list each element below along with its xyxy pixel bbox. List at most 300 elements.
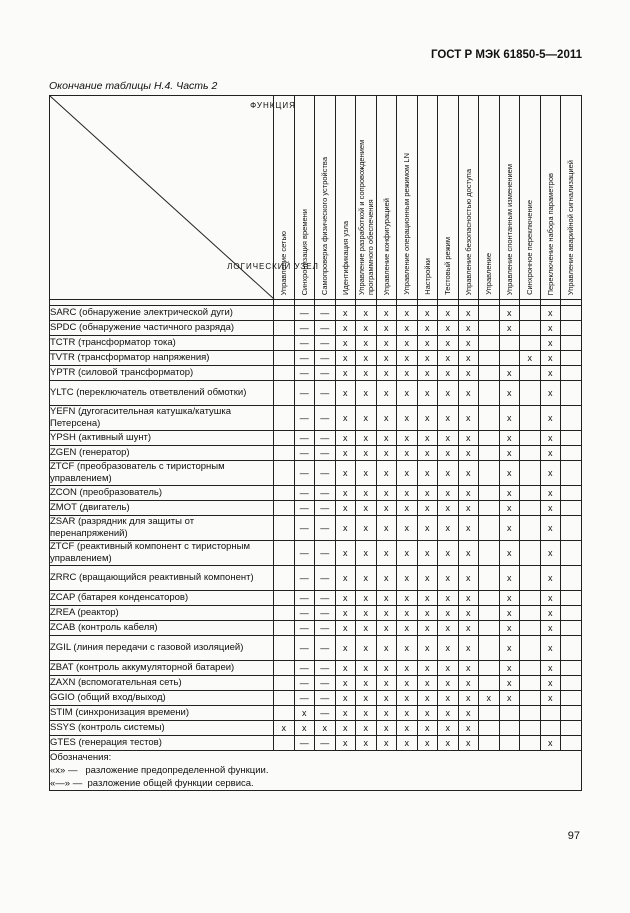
mark-cell xyxy=(520,406,541,431)
mark-cell xyxy=(520,381,541,406)
mark-cell: — xyxy=(315,351,336,366)
mark-cell: x xyxy=(335,431,356,446)
mark-cell: — xyxy=(294,606,315,621)
column-header xyxy=(540,96,561,300)
mark-cell: x xyxy=(356,306,377,321)
mark-cell xyxy=(561,541,582,566)
mark-cell: x xyxy=(417,461,438,486)
mark-cell xyxy=(540,706,561,721)
legend-line: Обозначения: xyxy=(50,752,112,763)
mark-cell xyxy=(274,706,295,721)
legend-line: «х» — разложение предопределенной функции. xyxy=(50,765,269,776)
mark-cell xyxy=(479,706,500,721)
mark-cell: x xyxy=(458,676,479,691)
mark-cell: — xyxy=(315,306,336,321)
mark-cell: — xyxy=(315,691,336,706)
mark-cell xyxy=(274,366,295,381)
mark-cell: — xyxy=(294,446,315,461)
logical-node-name: YPSH (активный шунт) xyxy=(50,431,274,446)
mark-cell: x xyxy=(438,366,459,381)
mark-cell: x xyxy=(356,501,377,516)
mark-cell: — xyxy=(294,541,315,566)
mark-cell: x xyxy=(417,591,438,606)
mark-cell: x xyxy=(335,676,356,691)
mark-cell: x xyxy=(417,501,438,516)
mark-cell: — xyxy=(315,676,336,691)
corner-label-function: ФУНКЦИЯ xyxy=(250,101,296,110)
mark-cell: x xyxy=(335,591,356,606)
mark-cell: x xyxy=(458,721,479,736)
mark-cell xyxy=(274,661,295,676)
mark-cell: — xyxy=(294,406,315,431)
mark-cell: x xyxy=(376,446,397,461)
mark-cell: x xyxy=(397,516,418,541)
mark-cell: x xyxy=(499,446,520,461)
mark-cell: x xyxy=(397,501,418,516)
mark-cell: x xyxy=(356,591,377,606)
logical-node-name: YPTR (силовой трансформатор) xyxy=(50,366,274,381)
table-row xyxy=(50,736,582,751)
mark-cell: x xyxy=(540,406,561,431)
table-row xyxy=(50,566,582,591)
table-row xyxy=(50,676,582,691)
mark-cell: x xyxy=(335,366,356,381)
column-header-label: Синхронное переключение xyxy=(525,200,535,295)
mark-cell xyxy=(520,486,541,501)
mark-cell xyxy=(561,366,582,381)
mark-cell: x xyxy=(458,501,479,516)
mark-cell: x xyxy=(458,606,479,621)
logical-node-name: ZGIL (линия передачи с газовой изоляцией) xyxy=(50,636,274,661)
mark-cell: — xyxy=(294,676,315,691)
mark-cell: x xyxy=(499,621,520,636)
mark-cell: x xyxy=(376,706,397,721)
mark-cell: x xyxy=(376,541,397,566)
logical-node-name: ZAXN (вспомогательная сеть) xyxy=(50,676,274,691)
mark-cell: — xyxy=(315,381,336,406)
mark-cell: x xyxy=(376,306,397,321)
mark-cell: x xyxy=(397,351,418,366)
mark-cell: x xyxy=(438,606,459,621)
mark-cell xyxy=(274,691,295,706)
mark-cell: x xyxy=(376,736,397,751)
mark-cell xyxy=(479,321,500,336)
table-row xyxy=(50,446,582,461)
logical-node-name: ZBAT (контроль аккумуляторной батареи) xyxy=(50,661,274,676)
mark-cell: x xyxy=(540,606,561,621)
mark-cell xyxy=(561,676,582,691)
mark-cell: x xyxy=(417,406,438,431)
mark-cell xyxy=(561,306,582,321)
table-row xyxy=(50,366,582,381)
mark-cell xyxy=(561,461,582,486)
table-row xyxy=(50,691,582,706)
mark-cell: — xyxy=(315,486,336,501)
table-row xyxy=(50,461,582,486)
logical-node-name: ZMOT (двигатель) xyxy=(50,501,274,516)
mark-cell xyxy=(520,721,541,736)
mark-cell: x xyxy=(438,721,459,736)
column-header-label: Управление xyxy=(484,253,494,295)
mark-cell: x xyxy=(397,691,418,706)
mark-cell: x xyxy=(397,706,418,721)
mark-cell: x xyxy=(335,321,356,336)
mark-cell: x xyxy=(335,351,356,366)
mark-cell: — xyxy=(294,736,315,751)
mark-cell xyxy=(520,606,541,621)
logical-node-name: STIM (синхронизация времени) xyxy=(50,706,274,721)
mark-cell: x xyxy=(438,446,459,461)
mark-cell: x xyxy=(458,621,479,636)
mark-cell: x xyxy=(397,676,418,691)
mark-cell: x xyxy=(438,381,459,406)
mark-cell: x xyxy=(376,461,397,486)
mark-cell xyxy=(520,446,541,461)
mark-cell: x xyxy=(540,541,561,566)
mark-cell: x xyxy=(499,431,520,446)
mark-cell: x xyxy=(376,636,397,661)
function-table xyxy=(49,95,582,791)
mark-cell: x xyxy=(499,566,520,591)
mark-cell xyxy=(520,661,541,676)
mark-cell: — xyxy=(315,406,336,431)
column-header-label: Переключение набора параметров xyxy=(545,172,555,295)
logical-node-name: ZREA (реактор) xyxy=(50,606,274,621)
table-row xyxy=(50,501,582,516)
mark-cell: x xyxy=(540,566,561,591)
mark-cell xyxy=(274,636,295,661)
mark-cell: x xyxy=(294,706,315,721)
mark-cell: x xyxy=(397,406,418,431)
mark-cell xyxy=(499,706,520,721)
mark-cell xyxy=(520,621,541,636)
mark-cell xyxy=(561,706,582,721)
mark-cell: x xyxy=(335,306,356,321)
mark-cell: x xyxy=(356,406,377,431)
mark-cell: — xyxy=(294,336,315,351)
mark-cell: x xyxy=(438,406,459,431)
mark-cell: — xyxy=(315,591,336,606)
mark-cell: x xyxy=(540,736,561,751)
column-header-label: Идентификация узла xyxy=(340,221,350,295)
mark-cell: x xyxy=(540,366,561,381)
mark-cell: x xyxy=(376,591,397,606)
mark-cell xyxy=(561,381,582,406)
mark-cell: — xyxy=(294,516,315,541)
mark-cell: x xyxy=(540,351,561,366)
mark-cell: x xyxy=(438,431,459,446)
table-row xyxy=(50,591,582,606)
mark-cell: — xyxy=(315,461,336,486)
mark-cell: — xyxy=(294,366,315,381)
mark-cell: x xyxy=(376,621,397,636)
corner-label-node: ЛОГИЧЕСКИЙ УЗЕЛ xyxy=(227,262,319,271)
mark-cell: x xyxy=(540,461,561,486)
mark-cell: — xyxy=(294,591,315,606)
mark-cell: — xyxy=(315,566,336,591)
mark-cell: — xyxy=(294,431,315,446)
mark-cell: — xyxy=(294,566,315,591)
mark-cell: x xyxy=(376,691,397,706)
mark-cell xyxy=(274,516,295,541)
mark-cell: x xyxy=(417,661,438,676)
mark-cell xyxy=(499,736,520,751)
mark-cell: x xyxy=(458,566,479,591)
mark-cell: x xyxy=(499,636,520,661)
mark-cell: x xyxy=(294,721,315,736)
mark-cell: x xyxy=(458,691,479,706)
mark-cell xyxy=(479,461,500,486)
mark-cell: x xyxy=(540,691,561,706)
table-row xyxy=(50,306,582,321)
mark-cell: — xyxy=(294,321,315,336)
mark-cell: x xyxy=(356,661,377,676)
mark-cell xyxy=(561,336,582,351)
logical-node-name: ZSAR (разрядник для защиты от перенапряжений) xyxy=(50,516,274,541)
mark-cell: x xyxy=(397,606,418,621)
mark-cell xyxy=(479,336,500,351)
mark-cell xyxy=(479,606,500,621)
mark-cell: x xyxy=(335,706,356,721)
mark-cell: x xyxy=(540,636,561,661)
mark-cell xyxy=(479,431,500,446)
mark-cell: x xyxy=(438,621,459,636)
mark-cell: x xyxy=(335,446,356,461)
mark-cell: x xyxy=(458,406,479,431)
mark-cell xyxy=(274,501,295,516)
mark-cell xyxy=(274,676,295,691)
mark-cell xyxy=(520,516,541,541)
mark-cell: x xyxy=(540,516,561,541)
table-row xyxy=(50,381,582,406)
mark-cell: x xyxy=(335,336,356,351)
table-row xyxy=(50,706,582,721)
mark-cell: x xyxy=(335,406,356,431)
mark-cell: — xyxy=(315,661,336,676)
mark-cell xyxy=(520,691,541,706)
mark-cell: x xyxy=(335,736,356,751)
mark-cell xyxy=(479,501,500,516)
mark-cell xyxy=(561,691,582,706)
logical-node-name: ZTCF (преобразователь с тиристорным управлением) xyxy=(50,461,274,486)
mark-cell: x xyxy=(499,381,520,406)
mark-cell xyxy=(479,676,500,691)
mark-cell: x xyxy=(356,321,377,336)
mark-cell: x xyxy=(397,381,418,406)
mark-cell: x xyxy=(520,351,541,366)
mark-cell: x xyxy=(335,661,356,676)
mark-cell: x xyxy=(356,366,377,381)
logical-node-name: GTES (генерация тестов) xyxy=(50,736,274,751)
mark-cell: — xyxy=(294,351,315,366)
mark-cell: — xyxy=(294,501,315,516)
mark-cell: x xyxy=(438,501,459,516)
mark-cell xyxy=(479,381,500,406)
mark-cell: x xyxy=(356,351,377,366)
mark-cell: x xyxy=(438,706,459,721)
mark-cell: x xyxy=(356,446,377,461)
mark-cell: x xyxy=(458,486,479,501)
mark-cell xyxy=(479,306,500,321)
mark-cell xyxy=(274,606,295,621)
mark-cell xyxy=(479,541,500,566)
mark-cell: — xyxy=(315,501,336,516)
table-body xyxy=(50,306,582,751)
mark-cell xyxy=(520,321,541,336)
mark-cell: x xyxy=(417,706,438,721)
mark-cell: x xyxy=(499,486,520,501)
mark-cell: x xyxy=(335,621,356,636)
mark-cell xyxy=(520,431,541,446)
table-row xyxy=(50,661,582,676)
mark-cell: — xyxy=(294,486,315,501)
mark-cell xyxy=(520,461,541,486)
mark-cell: x xyxy=(438,516,459,541)
mark-cell: x xyxy=(376,676,397,691)
logical-node-name: TCTR (трансформатор тока) xyxy=(50,336,274,351)
mark-cell: x xyxy=(335,606,356,621)
mark-cell xyxy=(520,636,541,661)
mark-cell: x xyxy=(397,461,418,486)
mark-cell: x xyxy=(335,691,356,706)
mark-cell: x xyxy=(335,461,356,486)
mark-cell: x xyxy=(438,336,459,351)
table-row xyxy=(50,486,582,501)
mark-cell: x xyxy=(335,486,356,501)
mark-cell: x xyxy=(438,661,459,676)
mark-cell xyxy=(520,676,541,691)
mark-cell: — xyxy=(315,606,336,621)
mark-cell: — xyxy=(315,446,336,461)
mark-cell xyxy=(274,306,295,321)
mark-cell: x xyxy=(540,446,561,461)
mark-cell: x xyxy=(335,636,356,661)
mark-cell: x xyxy=(499,606,520,621)
mark-cell xyxy=(479,721,500,736)
mark-cell: x xyxy=(417,721,438,736)
mark-cell: x xyxy=(458,431,479,446)
mark-cell xyxy=(479,621,500,636)
column-header-label: Синхронизация времени xyxy=(299,208,309,295)
mark-cell: — xyxy=(315,621,336,636)
mark-cell: x xyxy=(356,566,377,591)
mark-cell xyxy=(274,406,295,431)
mark-cell: x xyxy=(356,621,377,636)
mark-cell xyxy=(561,736,582,751)
mark-cell xyxy=(274,431,295,446)
mark-cell xyxy=(561,721,582,736)
mark-cell xyxy=(274,446,295,461)
mark-cell xyxy=(520,706,541,721)
logical-node-name: ZGEN (генератор) xyxy=(50,446,274,461)
mark-cell: x xyxy=(458,706,479,721)
mark-cell: — xyxy=(294,621,315,636)
mark-cell: x xyxy=(458,446,479,461)
mark-cell xyxy=(561,606,582,621)
mark-cell: x xyxy=(356,431,377,446)
mark-cell: x xyxy=(356,606,377,621)
mark-cell: x xyxy=(499,366,520,381)
mark-cell xyxy=(561,431,582,446)
mark-cell: x xyxy=(499,501,520,516)
mark-cell: x xyxy=(458,321,479,336)
mark-cell: x xyxy=(356,336,377,351)
mark-cell: x xyxy=(438,461,459,486)
mark-cell: x xyxy=(438,351,459,366)
document-id: ГОСТ Р МЭК 61850-5—2011 xyxy=(430,49,582,61)
column-header xyxy=(520,96,541,300)
mark-cell: x xyxy=(397,591,418,606)
mark-cell: — xyxy=(315,336,336,351)
mark-cell xyxy=(499,336,520,351)
mark-cell: — xyxy=(294,661,315,676)
mark-cell xyxy=(520,591,541,606)
column-header-label: Управление операционным режимом LN xyxy=(402,153,412,295)
mark-cell: x xyxy=(376,566,397,591)
mark-cell: x xyxy=(438,306,459,321)
mark-cell xyxy=(479,486,500,501)
mark-cell: x xyxy=(499,516,520,541)
mark-cell: x xyxy=(438,591,459,606)
mark-cell: x xyxy=(438,691,459,706)
mark-cell: x xyxy=(438,566,459,591)
mark-cell: x xyxy=(438,676,459,691)
mark-cell: x xyxy=(417,306,438,321)
mark-cell: x xyxy=(376,381,397,406)
mark-cell: x xyxy=(397,661,418,676)
mark-cell: — xyxy=(315,636,336,661)
column-header xyxy=(458,96,479,300)
page-number: 97 xyxy=(567,830,580,842)
column-header-label: Управление конфигурацией xyxy=(381,197,391,295)
mark-cell: x xyxy=(376,336,397,351)
mark-cell: x xyxy=(335,566,356,591)
mark-cell: x xyxy=(540,336,561,351)
mark-cell xyxy=(479,661,500,676)
legend-line: «—» — разложение общей функции сервиса. xyxy=(50,778,254,789)
mark-cell: x xyxy=(376,516,397,541)
logical-node-name: ZTCF (реактивный компонент с тиристорным управлением) xyxy=(50,541,274,566)
mark-cell: x xyxy=(335,501,356,516)
mark-cell xyxy=(520,501,541,516)
mark-cell: x xyxy=(397,446,418,461)
logical-node-name: GGIO (общий вход/выход) xyxy=(50,691,274,706)
mark-cell: x xyxy=(499,461,520,486)
mark-cell: x xyxy=(356,516,377,541)
mark-cell xyxy=(561,591,582,606)
column-header-label: Настройки xyxy=(422,258,432,295)
mark-cell: x xyxy=(540,501,561,516)
mark-cell: x xyxy=(417,736,438,751)
mark-cell: x xyxy=(417,541,438,566)
mark-cell: x xyxy=(540,321,561,336)
mark-cell: x xyxy=(438,736,459,751)
logical-node-name: SSYS (контроль системы) xyxy=(50,721,274,736)
mark-cell: x xyxy=(356,381,377,406)
mark-cell xyxy=(479,591,500,606)
mark-cell xyxy=(520,366,541,381)
mark-cell: x xyxy=(499,676,520,691)
mark-cell: x xyxy=(499,406,520,431)
mark-cell: x xyxy=(458,336,479,351)
mark-cell: — xyxy=(315,431,336,446)
column-header-label: Управление разработкой и сопровождением программного обеспечения xyxy=(356,139,375,295)
mark-cell: x xyxy=(376,351,397,366)
mark-cell: x xyxy=(356,636,377,661)
mark-cell xyxy=(561,621,582,636)
mark-cell: x xyxy=(356,736,377,751)
mark-cell: x xyxy=(376,721,397,736)
